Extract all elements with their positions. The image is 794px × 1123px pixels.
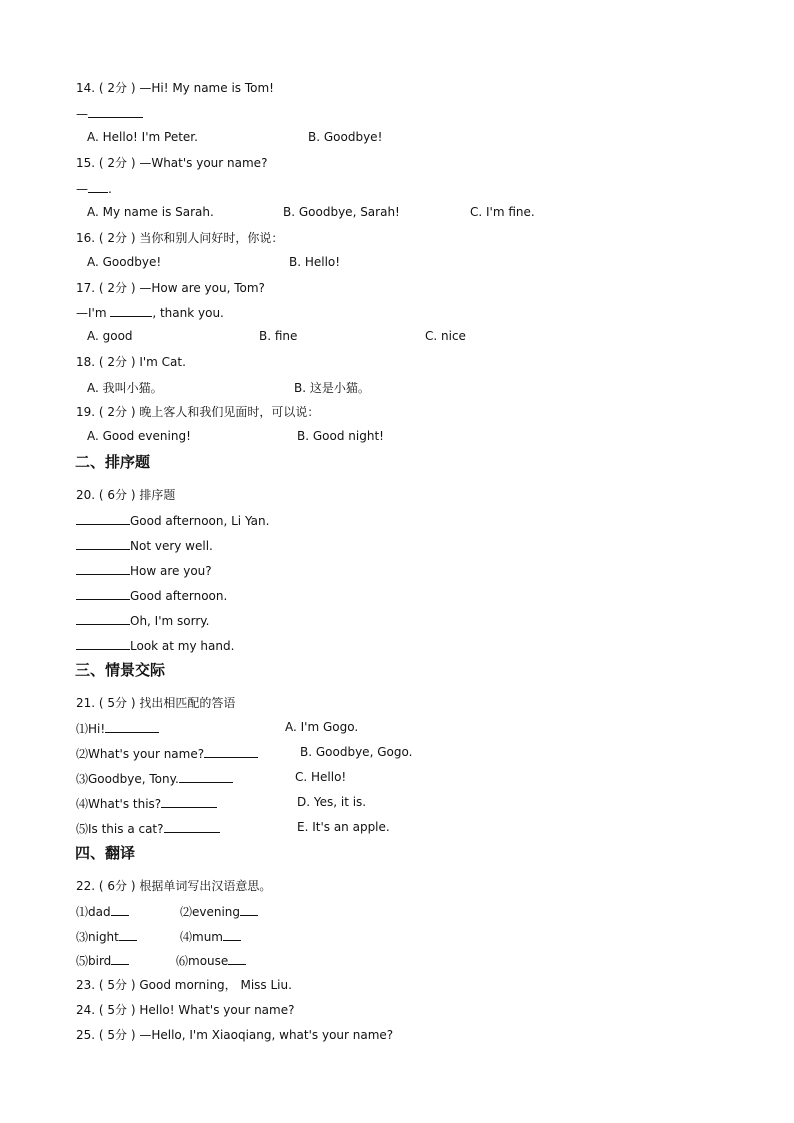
match-blank: [164, 820, 220, 833]
question-19-option-a: A. Good evening!: [87, 429, 191, 443]
word-item: ⑴dad: [76, 903, 129, 919]
question-17-option-b: B. fine: [259, 329, 298, 343]
answer-blank: [110, 304, 152, 317]
section-heading-translation: 四、翻译: [75, 844, 136, 862]
question-19-option-b: B. Good night!: [297, 429, 384, 443]
section-heading-ordering: 二、排序题: [75, 453, 151, 471]
question-18-option-a: A. 我叫小猫。: [87, 381, 163, 395]
question-19-stem: 19. ( 2分 ) 晚上客人和我们见面时，可以说：: [76, 405, 320, 419]
answer-blank: [88, 180, 108, 193]
order-item: Oh, I'm sorry.: [76, 612, 209, 628]
question-20-stem: 20. ( 6分 ) 排序题: [76, 488, 176, 502]
question-17-reply: —I'm , thank you.: [76, 306, 224, 320]
word-blank: [119, 928, 137, 941]
order-blank: [76, 587, 130, 600]
match-left-item: ⑷What's this?: [76, 795, 217, 811]
order-blank: [76, 512, 130, 525]
question-17-option-a: A. good: [87, 329, 133, 343]
match-right-item: B. Goodbye, Gogo.: [300, 745, 413, 759]
question-18-stem: 18. ( 2分 ) I'm Cat.: [76, 355, 186, 369]
question-18-option-b: B. 这是小猫。: [294, 381, 370, 395]
match-right-item: A. I'm Gogo.: [285, 720, 359, 734]
match-left-item: ⑴Hi!: [76, 720, 159, 736]
question-24-stem: 24. ( 5分 ) Hello! What's your name?: [76, 1003, 295, 1017]
section-heading-situational: 三、情景交际: [75, 661, 166, 679]
question-14-stem: 14. ( 2分 ) —Hi! My name is Tom!: [76, 81, 274, 95]
order-blank: [76, 562, 130, 575]
question-15-stem: 15. ( 2分 ) —What's your name?: [76, 156, 268, 170]
word-blank: [111, 952, 129, 965]
question-21-stem: 21. ( 5分 ) 找出相匹配的答语: [76, 696, 236, 710]
question-17-option-c: C. nice: [425, 329, 466, 343]
match-blank: [105, 720, 159, 733]
answer-blank: [88, 105, 143, 118]
question-14-option-a: A. Hello! I'm Peter.: [87, 130, 198, 144]
order-blank: [76, 637, 130, 650]
order-item: Good afternoon.: [76, 587, 227, 603]
word-item: ⑷mum: [180, 928, 241, 945]
order-blank: [76, 612, 130, 625]
word-item: ⑹mouse: [176, 952, 246, 969]
order-item: How are you?: [76, 562, 212, 578]
word-blank: [240, 903, 258, 916]
question-16-stem: 16. ( 2分 ) 当你和别人问好时，你说：: [76, 231, 284, 245]
question-22-stem: 22. ( 6分 ) 根据单词写出汉语意思。: [76, 879, 272, 893]
match-blank: [161, 795, 217, 808]
word-blank: [223, 928, 241, 941]
word-item: ⑸bird: [76, 952, 129, 968]
question-15-option-b: B. Goodbye, Sarah!: [283, 205, 400, 219]
question-15-option-c: C. I'm fine.: [470, 205, 535, 219]
question-14-reply: —: [76, 105, 143, 121]
order-item: Look at my hand.: [76, 637, 234, 653]
match-right-item: E. It's an apple.: [297, 820, 390, 834]
question-15-option-a: A. My name is Sarah.: [87, 205, 214, 219]
question-14-option-b: B. Goodbye!: [308, 130, 383, 144]
match-left-item: ⑵What's your name?: [76, 745, 258, 761]
word-item: ⑶night: [76, 928, 137, 944]
question-17-stem: 17. ( 2分 ) —How are you, Tom?: [76, 281, 265, 295]
order-item: Good afternoon, Li Yan.: [76, 512, 269, 528]
question-16-option-a: A. Goodbye!: [87, 255, 162, 269]
match-blank: [204, 745, 258, 758]
match-blank: [179, 770, 233, 783]
order-item: Not very well.: [76, 537, 213, 553]
match-right-item: C. Hello!: [295, 770, 347, 784]
question-15-reply: — .: [76, 182, 112, 196]
word-blank: [111, 903, 129, 916]
match-right-item: D. Yes, it is.: [297, 795, 367, 809]
word-blank: [228, 952, 246, 965]
question-25-stem: 25. ( 5分 ) —Hello, I'm Xiaoqiang, what's your name?: [76, 1028, 394, 1042]
order-blank: [76, 537, 130, 550]
match-left-item: ⑶Goodbye, Tony.: [76, 770, 233, 786]
question-23-stem: 23. ( 5分 ) Good morning， Miss Liu.: [76, 978, 292, 992]
word-item: ⑵evening: [180, 903, 258, 920]
match-left-item: ⑸Is this a cat?: [76, 820, 220, 836]
question-16-option-b: B. Hello!: [289, 255, 341, 269]
